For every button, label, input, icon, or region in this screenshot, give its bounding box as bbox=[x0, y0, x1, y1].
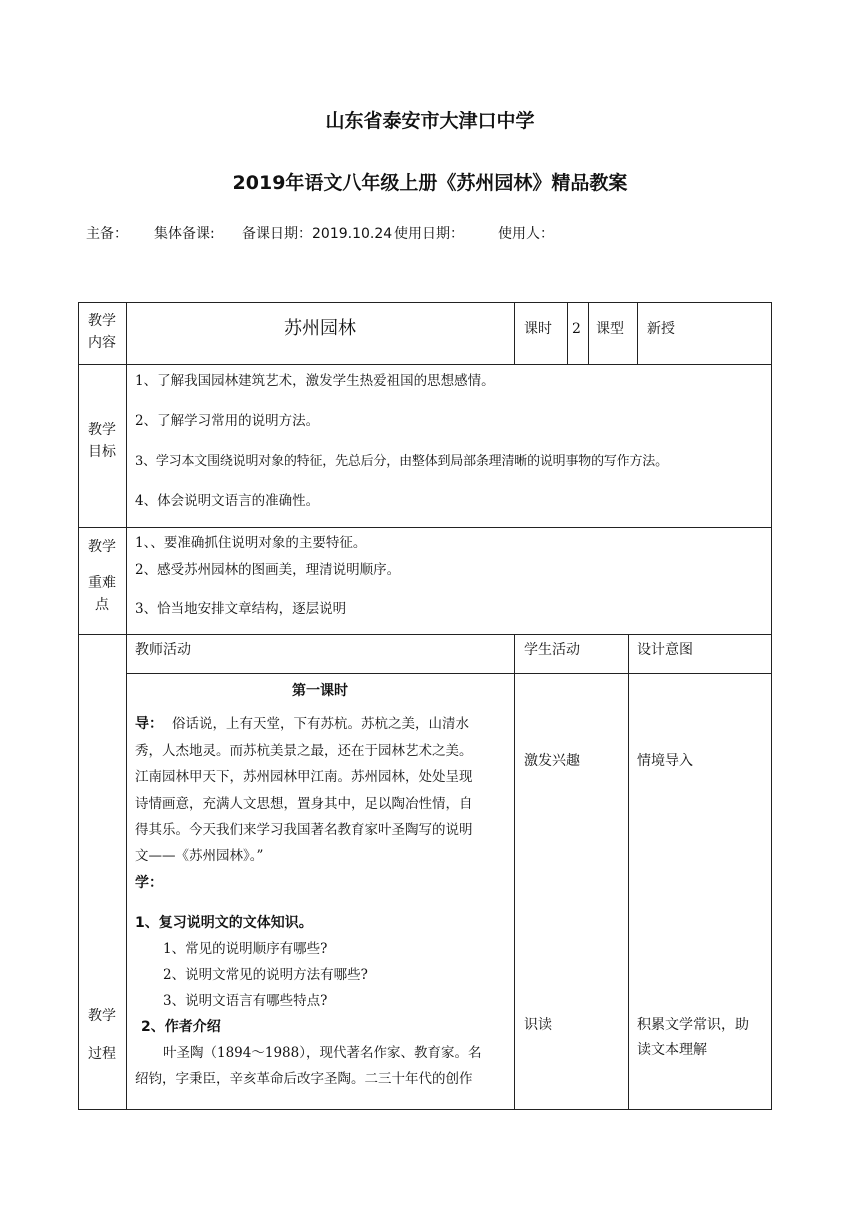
review-item: 1、常见的说明顺序有哪些? bbox=[163, 941, 328, 957]
meta-jiti: 集体备课: bbox=[154, 226, 215, 242]
dao-line: 得其乐。今天我们来学习我国著名教育家叶圣陶写的说明 bbox=[135, 822, 473, 838]
label-line: 重难 bbox=[88, 575, 116, 591]
label-line: 点 bbox=[95, 597, 109, 613]
design-intent: 积累文学常识，助 bbox=[637, 1017, 749, 1033]
label-line: 目标 bbox=[88, 444, 116, 460]
col-divider bbox=[628, 634, 629, 1110]
col-header-design: 设计意图 bbox=[637, 642, 693, 658]
keshi-value: 2 bbox=[572, 321, 581, 337]
goal-item: 1、了解我国园林建筑艺术，激发学生热爱祖国的思想感情。 bbox=[135, 373, 495, 389]
col-divider bbox=[514, 302, 515, 364]
dao-line: 诗情画意，充满人文思想，置身其中，足以陶冶性情，自 bbox=[135, 796, 473, 812]
dao-line: 文——《苏州园林》。” bbox=[135, 848, 264, 864]
col-divider bbox=[637, 302, 638, 364]
meta-use-date: 使用日期： bbox=[394, 226, 464, 242]
row-divider bbox=[126, 673, 772, 674]
label-line: 教学 bbox=[88, 422, 116, 438]
school-name: 山东省泰安市大津口中学 bbox=[325, 110, 535, 132]
label-line: 教学 bbox=[88, 539, 116, 555]
col-divider bbox=[588, 302, 589, 364]
difficulty-item: 2、感受苏州园林的图画美，理清说明顺序。 bbox=[135, 562, 401, 578]
col-header-student: 学生活动 bbox=[524, 642, 580, 658]
goal-item: 2、了解学习常用的说明方法。 bbox=[135, 413, 320, 429]
label-process bbox=[78, 1005, 126, 1065]
author-title: 2、作者介绍 bbox=[141, 1019, 221, 1035]
label-line: 内容 bbox=[88, 335, 116, 351]
col-divider bbox=[567, 302, 568, 364]
label-line: 教学 bbox=[88, 313, 116, 329]
col-divider bbox=[514, 634, 515, 1110]
label-line: 教学 bbox=[88, 1008, 116, 1024]
label-difficulty bbox=[78, 536, 126, 616]
document-title: 2019年语文八年级上册《苏州园林》精品教案 bbox=[232, 172, 628, 194]
dao-label: 导： bbox=[135, 716, 163, 732]
design-intent: 读文本理解 bbox=[637, 1042, 707, 1058]
student-activity: 激发兴趣 bbox=[524, 753, 580, 769]
student-activity: 识读 bbox=[524, 1017, 552, 1033]
xue-label: 学： bbox=[135, 875, 163, 891]
difficulty-item: 1、、要准确抓住说明对象的主要特征。 bbox=[135, 535, 367, 551]
row-divider bbox=[78, 634, 772, 635]
author-line: 绍钧，字秉臣，辛亥革命后改字圣陶。二三十年代的创作 bbox=[135, 1071, 473, 1087]
label-goals bbox=[78, 419, 126, 463]
dao-line: 秀，人杰地灵。而苏杭美景之最，还在于园林艺术之美。 bbox=[135, 743, 473, 759]
meta-line bbox=[86, 223, 554, 243]
dao-line: 俗话说，上有天堂，下有苏杭。苏杭之美，山清水 bbox=[172, 716, 469, 732]
meta-user: 使用人： bbox=[498, 226, 554, 242]
kexing-label: 课型 bbox=[596, 321, 624, 337]
lesson-period-title: 第一课时 bbox=[292, 683, 348, 699]
label-content bbox=[78, 310, 126, 354]
row-divider bbox=[78, 364, 772, 365]
meta-beike-date: 备课日期：2019.10.24 bbox=[242, 226, 393, 242]
review-item: 3、说明文语言有哪些特点? bbox=[163, 993, 328, 1009]
col-divider bbox=[126, 302, 127, 1110]
col-header-teacher: 教师活动 bbox=[135, 642, 191, 658]
author-line: 叶圣陶（1894～1988），现代著名作家、教育家。名 bbox=[163, 1045, 482, 1061]
goal-item: 4、体会说明文语言的准确性。 bbox=[135, 493, 320, 509]
kexing-value: 新授 bbox=[647, 321, 675, 337]
label-line: 过程 bbox=[88, 1046, 116, 1062]
lesson-name: 苏州园林 bbox=[284, 318, 356, 339]
review-title: 1、复习说明文的文体知识。 bbox=[135, 915, 313, 931]
review-item: 2、说明文常见的说明方法有哪些? bbox=[163, 967, 368, 983]
dao-line: 江南园林甲天下，苏州园林甲江南。苏州园林，处处呈现 bbox=[135, 769, 473, 785]
design-intent: 情境导入 bbox=[637, 753, 693, 769]
difficulty-item: 3、恰当地安排文章结构，逐层说明 bbox=[135, 601, 347, 617]
meta-zhubei: 主备： bbox=[86, 226, 128, 242]
row-divider bbox=[78, 527, 772, 528]
keshi-label: 课时 bbox=[524, 321, 552, 337]
goal-item: 3、学习本文围绕说明对象的特征，先总后分，由整体到局部条理清晰的说明事物的写作方法。 bbox=[135, 454, 668, 469]
